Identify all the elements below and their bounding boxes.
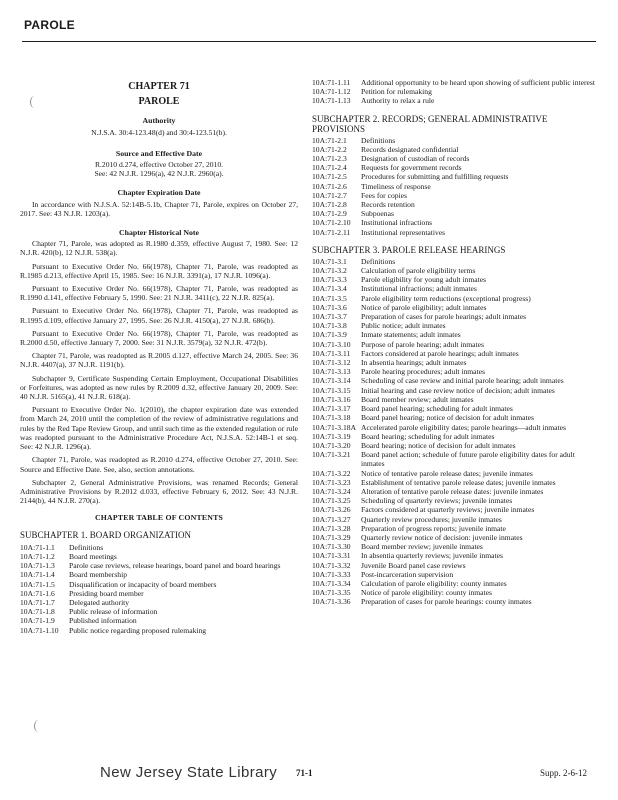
toc-entry: [312, 275, 600, 284]
section-number: 10A:71-3.9: [312, 330, 347, 340]
section-title: Preparation of cases for parole hearings; adult inmates: [361, 312, 527, 322]
section-title: Definitions: [69, 542, 104, 552]
toc-entry: [312, 340, 600, 349]
toc-entry: [20, 616, 298, 625]
subchapter-1-heading: SUBCHAPTER 1. BOARD ORGANIZATION: [20, 529, 192, 540]
chapter-title: PAROLE: [138, 96, 180, 108]
source-line: R.2010 d.274, effective October 27, 2010.: [94, 160, 224, 170]
toc-entry: [312, 478, 600, 487]
toc-entry: [312, 154, 600, 163]
section-number: 10A:71-1.13: [312, 96, 351, 106]
toc-entry: [20, 607, 298, 616]
section-number: 10A:71-1.10: [20, 625, 59, 635]
toc-entry: [312, 312, 600, 321]
toc-entry: [312, 505, 600, 514]
section-title: Preparation of cases for parole hearings: county inmates: [361, 597, 532, 607]
section-number: 10A:71-3.30: [312, 542, 351, 552]
toc-entry: [312, 321, 600, 330]
section-title: Subpoenas: [361, 209, 394, 219]
section-title: Accelerated parole eligibility dates; parole hearings—adult inmates: [361, 422, 566, 432]
section-title: Public release of information: [69, 607, 158, 617]
section-title: Establishment of tentative parole release dates; juvenile inmates: [361, 477, 556, 487]
toc-entry: [312, 136, 600, 145]
section-title: Parole eligibility term reductions (exceptional progress): [361, 293, 531, 303]
section-number: 10A:71-3.12: [312, 358, 351, 368]
section-title: Scheduling of case review and initial parole hearing; adult inmates: [361, 376, 564, 386]
toc-entry: [20, 598, 298, 607]
history-paragraph: Pursuant to Executive Order No. 66(1978), Chapter 71, Parole, was readopted as R.1995 d.109, effective January 27, 1995. See: 26 N.J.R. 4150(a), 27 N.J.R. 686(b).: [20, 306, 298, 325]
subchapter-3-list: [312, 257, 600, 607]
toc-entry: [20, 580, 298, 589]
section-title: Notice of parole eligibility; adult inmates: [361, 302, 487, 312]
toc-entry: [312, 191, 600, 200]
section-title: Procedures for submitting and fulfilling requests: [361, 172, 509, 182]
section-number: 10A:71-2.10: [312, 218, 351, 228]
toc-entry: [20, 561, 298, 570]
toc-entry: [312, 209, 600, 218]
subchapter-2-list: [312, 136, 600, 237]
toc-entry: [312, 404, 600, 413]
toc-entry: [312, 367, 600, 376]
right-column: [312, 78, 600, 607]
running-head: PAROLE: [24, 18, 75, 32]
section-title: Authority to relax a rule: [361, 96, 435, 106]
section-number: 10A:71-2.4: [312, 163, 347, 173]
section-title: Definitions: [361, 135, 396, 145]
section-number: 10A:71-3.26: [312, 505, 351, 515]
section-number: 10A:71-2.5: [312, 172, 347, 182]
toc-entry: [312, 515, 600, 524]
history-paragraph: Chapter 71, Parole, was adopted as R.1980 d.359, effective August 7, 1980. See: 12 N.J.R. 420(b), 12 N.J.R. 538(a).: [20, 239, 298, 258]
section-title: Records retention: [361, 200, 415, 210]
toc-entry: [20, 543, 298, 552]
toc-entry: [312, 496, 600, 505]
toc-entry: [312, 78, 600, 87]
section-title: Public notice regarding proposed rulemaking: [69, 625, 207, 635]
section-number: 10A:71-3.19: [312, 431, 351, 441]
toc-entry: [312, 423, 600, 432]
subchapter-3-heading: SUBCHAPTER 3. PAROLE RELEASE HEARINGS: [312, 244, 506, 255]
toc-entry: [20, 570, 298, 579]
section-number: 10A:71-1.9: [20, 616, 55, 626]
chapter-number: CHAPTER 71: [128, 81, 190, 92]
subchapter-1-list-continued: [312, 78, 600, 106]
section-number: 10A:71-3.5: [312, 293, 347, 303]
section-number: 10A:71-3.11: [312, 348, 351, 358]
section-title: Petition for rulemaking: [361, 87, 432, 97]
toc-entry: [312, 450, 600, 468]
section-number: 10A:71-3.25: [312, 496, 351, 506]
history-paragraph: Pursuant to Executive Order No. 66(1978), Chapter 71, Parole, was readopted as R.2000 d.50, effective January 7, 2000. See: 31 N.J.R. 3579(a), 32 N.J.R. 472(b).: [20, 328, 298, 348]
section-title: Post-incarceration supervision: [361, 569, 454, 579]
section-number: 10A:71-2.11: [312, 227, 351, 237]
section-number: 10A:71-3.32: [312, 560, 351, 570]
section-number: 10A:71-3.23: [312, 477, 351, 487]
section-title: Quarterly review notice of decision: juvenile inmates: [361, 532, 523, 542]
section-number: 10A:71-1.7: [20, 597, 55, 607]
toc-entry: [312, 303, 600, 312]
history-paragraph: Subchapter 2, General Administrative Provisions, was renamed Records; General Administrative Provisions by R.2012 d.033, effective February 6, 2012. See: 43 N.J.R. 2144(b), 44 N.J.R. 270(a).: [20, 477, 298, 506]
section-title: Inmate statements; adult inmates: [361, 330, 461, 340]
section-title: In absentia quarterly reviews; juvenile inmates: [361, 551, 503, 561]
expiration-heading: Chapter Expiration Date: [117, 188, 201, 198]
section-title: In absentia hearings; adult inmates: [361, 358, 467, 368]
expiration-text: In accordance with N.J.S.A. 52:14B-5.1b, Chapter 71, Parole, expires on October 27, 2017. See: 43 N.J.R. 1203(a).: [20, 199, 298, 218]
authority-text: N.J.S.A. 30:4-123.48(d) and 30:4-123.51(b).: [91, 127, 227, 137]
section-number: 10A:71-2.7: [312, 190, 347, 200]
section-title: Delegated authority: [69, 597, 130, 607]
section-title: Board member review; adult inmates: [361, 394, 474, 404]
section-title: Institutional infractions: [361, 218, 433, 228]
supplement-date: Supp. 2-6-12: [540, 768, 587, 778]
section-title: Parole hearing procedures; adult inmates: [361, 367, 485, 377]
section-number: 10A:71-3.4: [312, 284, 347, 294]
section-number: 10A:71-1.5: [20, 579, 55, 589]
history-paragraph: Pursuant to Executive Order No. 1(2010), the chapter expiration date was extended from March 24, 2010 until the completion of the review of administrative regulations and rules by the Red Tape Review Group, and until such time as the extended regulation or rule was readopted pursuant to the Administrative Procedure Act, N.J.S.A. 52:14B-1 et seq. See: 42 N.J.R. 1296(a).: [20, 405, 298, 452]
section-number: 10A:71-3.34: [312, 578, 351, 588]
section-title: Definitions: [361, 256, 396, 266]
toc-entry: [312, 200, 600, 209]
section-number: 10A:71-2.9: [312, 209, 347, 219]
toc-entry: [312, 266, 600, 275]
section-title: Notice of parole eligibility: county inmates: [361, 588, 492, 598]
toc-entry: [312, 413, 600, 422]
section-number: 10A:71-2.2: [312, 144, 347, 154]
toc-entry: [312, 330, 600, 339]
toc-entry: [312, 551, 600, 560]
section-title: Purpose of parole hearing; adult inmates: [361, 339, 484, 349]
toc-entry: [312, 570, 600, 579]
section-number: 10A:71-3.36: [312, 597, 351, 607]
section-number: 10A:71-3.17: [312, 404, 351, 414]
section-title: Institutional representatives: [361, 227, 446, 237]
toc-entry: [20, 552, 298, 561]
section-number: 10A:71-3.31: [312, 551, 351, 561]
section-number: 10A:71-3.8: [312, 321, 347, 331]
toc-entry: [20, 626, 298, 635]
toc-title: CHAPTER TABLE OF CONTENTS: [94, 513, 224, 523]
section-title: Disqualification or incapacity of board members: [69, 579, 217, 589]
history-paragraph: Pursuant to Executive Order No. 66(1978), Chapter 71, Parole, was readopted as R.1985 d.213, effective April 15, 1985. See: 16 N.J.R. 3391(a), 17 N.J.R. 1096(a).: [20, 261, 298, 280]
section-title: Timeliness of response: [361, 181, 431, 191]
history-heading: Chapter Historical Note: [119, 228, 199, 238]
section-number: 10A:71-2.1: [312, 135, 347, 145]
section-title: Preparation of progress reports; juvenile inmate: [361, 523, 506, 533]
history-paragraph: Chapter 71, Parole, was readopted as R.2010 d.274, effective October 27, 2010. See: Source and Effective Date. See, also, section annotations.: [20, 455, 298, 474]
section-number: 10A:71-2.6: [312, 181, 347, 191]
toc-entry: [312, 579, 600, 588]
section-title: Fees for copies: [361, 190, 407, 200]
section-title: Board hearing; scheduling for adult inmates: [361, 431, 495, 441]
toc-entry: [312, 441, 600, 450]
section-title: Board membership: [69, 570, 127, 580]
toc-entry: [312, 294, 600, 303]
section-title: Board member review; juvenile inmates: [361, 542, 483, 552]
toc-entry: [312, 386, 600, 395]
section-number: 10A:71-1.1: [20, 542, 55, 552]
toc-entry: [312, 163, 600, 172]
toc-entry: [312, 533, 600, 542]
toc-entry: [312, 228, 600, 237]
section-number: 10A:71-3.21: [312, 450, 351, 460]
toc-entry: [312, 284, 600, 293]
section-number: 10A:71-1.6: [20, 588, 55, 598]
section-number: 10A:71-3.18A: [312, 422, 357, 432]
section-number: 10A:71-1.12: [312, 87, 351, 97]
section-number: 10A:71-1.8: [20, 607, 55, 617]
section-title: Juvenile Board panel case reviews: [361, 560, 466, 570]
section-number: 10A:71-1.11: [312, 78, 351, 87]
history-paragraph: Pursuant to Executive Order No. 66(1978), Chapter 71, Parole, was readopted as R.1990 d.141, effective February 5, 1990. See: 21 N.J.R. 3411(c), 22 N.J.R. 825(a).: [20, 284, 298, 303]
toc-entry: [312, 588, 600, 597]
section-title: Factors considered at parole hearings; adult inmates: [361, 348, 519, 358]
section-number: 10A:71-3.6: [312, 302, 347, 312]
section-title: Presiding board member: [69, 588, 144, 598]
source-heading: Source and Effective Date: [115, 148, 203, 158]
toc-entry: [312, 349, 600, 358]
toc-entry: [312, 487, 600, 496]
section-title: Parole case reviews, release hearings, board panel and board hearings: [69, 561, 281, 571]
section-title: Calculation of parole eligibility: county inmates: [361, 578, 507, 588]
section-title: Parole eligibility for young adult inmates: [361, 275, 487, 285]
authority-heading: Authority: [142, 116, 176, 126]
section-number: 10A:71-2.3: [312, 154, 347, 164]
section-number: 10A:71-3.18: [312, 413, 351, 423]
section-title: Alteration of tentative parole release dates: juvenile inmates: [361, 486, 544, 496]
subchapter-1-list: [20, 543, 298, 635]
section-title: Initial hearing and case review notice of decision; adult inmates: [361, 385, 555, 395]
left-column: [20, 72, 298, 635]
section-title: Requests for government records: [361, 163, 462, 173]
section-number: 10A:71-1.2: [20, 551, 55, 561]
source-line: See: 42 N.J.R. 1296(a), 42 N.J.R. 2960(a).: [94, 169, 224, 179]
section-number: 10A:71-3.28: [312, 523, 351, 533]
toc-entry: [312, 358, 600, 367]
section-title: Board panel action; schedule of future parole eligibility dates for adult inmates: [361, 450, 575, 469]
toc-entry: [312, 524, 600, 533]
section-title: Board hearing; notice of decision for adult inmates: [361, 440, 516, 450]
section-title: Quarterly review procedures; juvenile inmates: [361, 514, 502, 524]
section-number: 10A:71-3.16: [312, 394, 351, 404]
section-title: Published information: [69, 616, 137, 626]
page-number: 71-1: [296, 768, 313, 778]
section-title: Board panel hearing; notice of decision for adult inmates: [361, 413, 534, 423]
history-paragraph: Subchapter 9, Certificate Suspending Certain Employment, Occupational Disabilities or Forfeitures, was adopted as new rules by R.2009 d.32, effective January 20, 2009. See: 40 N.J.R. 5165(a), 41 N.J.R. 618(a).: [20, 373, 298, 402]
toc-entry: [312, 182, 600, 191]
section-title: Calculation of parole eligibility terms: [361, 266, 476, 276]
section-number: 10A:71-3.20: [312, 440, 351, 450]
section-title: Scheduling of quarterly reviews; juvenile inmates: [361, 496, 513, 506]
section-title: Additional opportunity to be heard upon showing of sufficient public interest: [361, 78, 595, 87]
section-number: 10A:71-3.27: [312, 514, 351, 524]
section-title: Records designated confidential: [361, 144, 459, 154]
section-title: Board panel hearing; scheduling for adult inmates: [361, 404, 513, 414]
section-number: 10A:71-1.4: [20, 570, 55, 580]
section-number: 10A:71-3.33: [312, 569, 351, 579]
section-number: 10A:71-3.3: [312, 275, 347, 285]
section-title: Board meetings: [69, 551, 117, 561]
library-watermark: New Jersey State Library: [100, 764, 278, 781]
toc-entry: [20, 589, 298, 598]
history-paragraph: Chapter 71, Parole, was readopted as R.2005 d.127, effective March 24, 2005. See: 36 N.J.R. 4407(a), 37 N.J.R. 1191(b).: [20, 351, 298, 370]
section-number: 10A:71-3.10: [312, 339, 351, 349]
toc-entry: [312, 257, 600, 266]
section-number: 10A:71-3.29: [312, 532, 351, 542]
section-number: 10A:71-3.14: [312, 376, 351, 386]
section-title: Notice of tentative parole release dates; juvenile inmates: [361, 468, 533, 478]
header-rule: [22, 41, 596, 42]
section-number: 10A:71-3.2: [312, 266, 347, 276]
toc-entry: [312, 469, 600, 478]
section-number: 10A:71-3.1: [312, 256, 347, 266]
toc-entry: [312, 172, 600, 181]
toc-entry: [312, 376, 600, 385]
toc-entry: [312, 96, 600, 105]
section-number: 10A:71-3.7: [312, 312, 347, 322]
section-number: 10A:71-3.35: [312, 588, 351, 598]
toc-entry: [312, 218, 600, 227]
section-number: 10A:71-3.15: [312, 385, 351, 395]
section-number: 10A:71-3.24: [312, 486, 351, 496]
section-number: 10A:71-3.22: [312, 468, 351, 478]
section-number: 10A:71-2.8: [312, 200, 347, 210]
section-title: Public notice; adult inmates: [361, 321, 446, 331]
section-number: 10A:71-1.3: [20, 561, 55, 571]
subchapter-2-heading: SUBCHAPTER 2. RECORDS; GENERAL ADMINISTRATIVE PROVISIONS: [312, 113, 548, 134]
toc-entry: [312, 561, 600, 570]
toc-entry: [312, 542, 600, 551]
toc-entry: [312, 395, 600, 404]
section-title: Designation of custodian of records: [361, 154, 470, 164]
section-title: Institutional infractions; adult inmates: [361, 284, 477, 294]
section-number: 10A:71-3.13: [312, 367, 351, 377]
margin-mark: [34, 720, 43, 732]
toc-entry: [312, 432, 600, 441]
section-title: Factors considered at quarterly reviews; juvenile inmates: [361, 505, 535, 515]
toc-entry: [312, 597, 600, 606]
toc-entry: [312, 87, 600, 96]
toc-entry: [312, 145, 600, 154]
